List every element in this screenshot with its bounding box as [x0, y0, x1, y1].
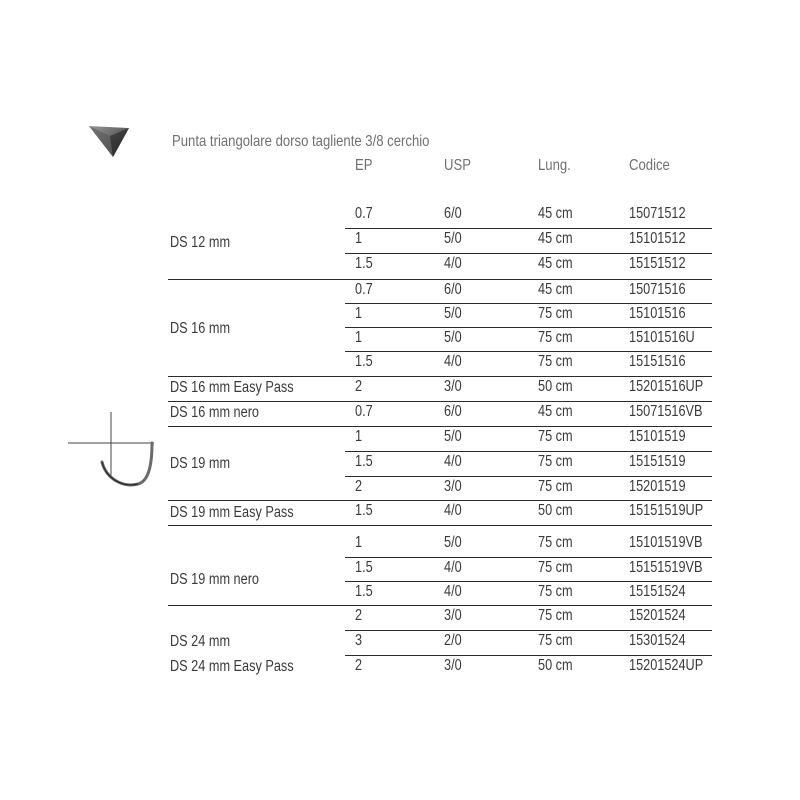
cell-ep: 2 — [355, 607, 363, 624]
column-header-lung: Lung. — [538, 157, 571, 174]
cell-codice: 15071516 — [629, 281, 686, 298]
page-title: Punta triangolare dorso tagliente 3/8 cerchio — [172, 133, 430, 150]
cell-ep: 1 — [355, 428, 363, 445]
cell-usp: 4/0 — [444, 502, 462, 519]
cell-usp: 6/0 — [444, 205, 462, 222]
cell-ep: 1 — [355, 305, 363, 322]
column-header-usp: USP — [444, 157, 471, 174]
cell-usp: 5/0 — [444, 230, 462, 247]
cell-usp: 4/0 — [444, 559, 462, 576]
cell-usp: 2/0 — [444, 632, 462, 649]
cell-ep: 2 — [355, 657, 363, 674]
cell-lung: 75 cm — [538, 305, 573, 322]
group-label-ds-24mm-easy-pass: DS 24 mm Easy Pass — [170, 658, 294, 675]
cell-ep: 2 — [355, 378, 363, 395]
cell-codice: 15071516VB — [629, 403, 703, 420]
cell-usp: 5/0 — [444, 329, 462, 346]
cell-codice: 15151512 — [629, 255, 686, 272]
cell-lung: 75 cm — [538, 428, 573, 445]
group-label-ds-12mm: DS 12 mm — [170, 234, 231, 251]
cell-lung: 50 cm — [538, 378, 573, 395]
curved-needle-icon — [66, 412, 158, 492]
cell-usp: 5/0 — [444, 534, 462, 551]
cell-ep: 1.5 — [355, 502, 373, 519]
group-label-ds-16mm: DS 16 mm — [170, 320, 231, 337]
cell-lung: 45 cm — [538, 255, 573, 272]
triangle-needle-point-icon — [88, 124, 130, 158]
cell-codice: 15101512 — [629, 230, 686, 247]
cell-usp: 3/0 — [444, 657, 462, 674]
cell-lung: 45 cm — [538, 230, 573, 247]
cell-codice: 15151519UP — [629, 502, 704, 519]
cell-lung: 75 cm — [538, 607, 573, 624]
cell-usp: 3/0 — [444, 478, 462, 495]
cell-lung: 75 cm — [538, 534, 573, 551]
cell-lung: 45 cm — [538, 403, 573, 420]
cell-usp: 3/0 — [444, 607, 462, 624]
cell-codice: 15101516 — [629, 305, 686, 322]
cell-codice: 15101519 — [629, 428, 686, 445]
cell-usp: 4/0 — [444, 453, 462, 470]
cell-ep: 0.7 — [355, 403, 373, 420]
cell-codice: 15201519 — [629, 478, 686, 495]
cell-codice: 15201524UP — [629, 657, 704, 674]
cell-lung: 75 cm — [538, 632, 573, 649]
cell-lung: 75 cm — [538, 453, 573, 470]
cell-ep: 1 — [355, 230, 363, 247]
cell-lung: 75 cm — [538, 559, 573, 576]
cell-ep: 1.5 — [355, 353, 373, 370]
group-label-ds-16mm-easy-pass: DS 16 mm Easy Pass — [170, 379, 294, 396]
cell-ep: 1 — [355, 329, 363, 346]
cell-lung: 50 cm — [538, 502, 573, 519]
cell-ep: 0.7 — [355, 281, 373, 298]
column-header-codice: Codice — [629, 157, 670, 174]
cell-lung: 45 cm — [538, 281, 573, 298]
cell-ep: 0.7 — [355, 205, 373, 222]
cell-codice: 15151519 — [629, 453, 686, 470]
group-label-ds-19mm-easy-pass: DS 19 mm Easy Pass — [170, 504, 294, 521]
cell-usp: 4/0 — [444, 353, 462, 370]
cell-lung: 50 cm — [538, 657, 573, 674]
group-label-ds-24mm: DS 24 mm — [170, 633, 231, 650]
cell-codice: 15151516 — [629, 353, 686, 370]
cell-lung: 45 cm — [538, 205, 573, 222]
cell-codice: 15151524 — [629, 583, 686, 600]
group-label-ds-19mm-nero: DS 19 mm nero — [170, 571, 260, 588]
column-header-ep: EP — [355, 157, 373, 174]
cell-lung: 75 cm — [538, 329, 573, 346]
cell-usp: 5/0 — [444, 428, 462, 445]
cell-lung: 75 cm — [538, 478, 573, 495]
cell-usp: 6/0 — [444, 281, 462, 298]
cell-usp: 5/0 — [444, 305, 462, 322]
cell-ep: 1 — [355, 534, 363, 551]
cell-ep: 1.5 — [355, 255, 373, 272]
cell-usp: 4/0 — [444, 583, 462, 600]
cell-usp: 6/0 — [444, 403, 462, 420]
cell-usp: 3/0 — [444, 378, 462, 395]
cell-lung: 75 cm — [538, 353, 573, 370]
cell-ep: 1.5 — [355, 583, 373, 600]
cell-codice: 15101516U — [629, 329, 695, 346]
cell-codice: 15201516UP — [629, 378, 704, 395]
group-label-ds-19mm: DS 19 mm — [170, 455, 231, 472]
cell-codice: 15301524 — [629, 632, 686, 649]
cell-usp: 4/0 — [444, 255, 462, 272]
cell-codice: 15201524 — [629, 607, 686, 624]
cell-ep: 1.5 — [355, 453, 373, 470]
cell-lung: 75 cm — [538, 583, 573, 600]
cell-codice: 15071512 — [629, 205, 686, 222]
cell-ep: 2 — [355, 478, 363, 495]
cell-ep: 1.5 — [355, 559, 373, 576]
cell-codice: 15101519VB — [629, 534, 703, 551]
cell-ep: 3 — [355, 632, 363, 649]
cell-codice: 15151519VB — [629, 559, 703, 576]
group-divider — [168, 525, 712, 526]
group-label-ds-16mm-nero: DS 16 mm nero — [170, 404, 260, 421]
